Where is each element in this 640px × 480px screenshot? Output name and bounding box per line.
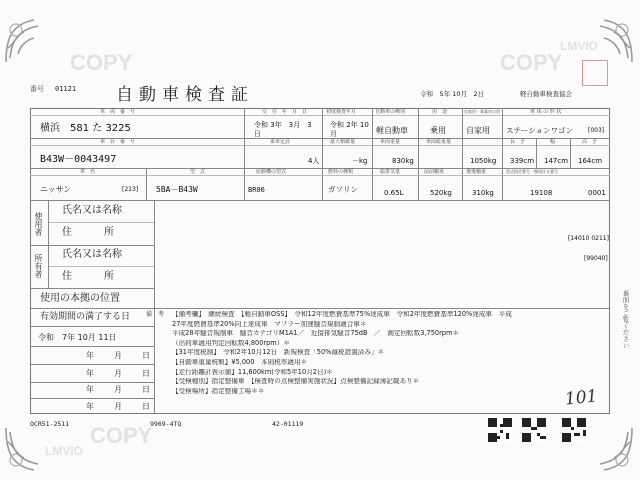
gross-weight-value: 1050kg	[470, 157, 497, 165]
rule	[30, 288, 154, 289]
remarks-line: 【31年度税制】 令和2年10月12日 新規検査「50%減税措置済み」＊	[172, 349, 385, 356]
chassis-number-label: 車 台 番 号	[100, 139, 136, 145]
qr-code-icon	[562, 418, 586, 442]
rule	[146, 168, 147, 200]
rule	[30, 175, 610, 176]
front-axle-value: 520kg	[430, 189, 452, 197]
rule	[244, 108, 245, 138]
first-registration-value: 令和 2年 10月	[330, 121, 369, 138]
displacement-value: 0.65L	[384, 189, 404, 197]
base-location-label: 使用の本拠の位置	[40, 293, 120, 304]
ornament-corner-icon	[4, 18, 50, 64]
remarks-line: 【受検種別】指定整備車 【検査時の点検整備実施状況】点検整備記録簿記載あり＊	[172, 378, 420, 385]
grant-date-value: 令和 3年 3月 3日	[254, 121, 312, 138]
rule	[502, 108, 503, 138]
footer-code-3: 42-01119	[272, 420, 304, 428]
length-value: 339cm	[510, 157, 535, 165]
usage-label: 用 途	[432, 109, 448, 115]
rule	[30, 382, 154, 383]
rule	[418, 108, 419, 138]
registration-number-value: 横浜 581 た 3225	[40, 123, 131, 134]
copy-watermark: COPY	[90, 423, 153, 448]
rule	[48, 266, 154, 267]
number-label: 番号	[30, 85, 44, 93]
model-value: 5BA－B43W	[156, 185, 198, 194]
fuel-label: 燃料の種類	[328, 169, 354, 175]
rule	[418, 138, 419, 168]
private-business-value: 自家用	[466, 126, 490, 135]
rule	[462, 108, 463, 138]
remarks-line: 【受検場所】指定整備工場＊＊	[172, 387, 265, 395]
remarks-line: 【自動車重量税額】¥5,000 本則税率適用＊	[172, 359, 308, 366]
chassis-number-value: B43W－0043497	[40, 154, 117, 165]
grant-date-label: 交 付 年 月 日	[262, 109, 308, 115]
vehicle-kind-value: 軽自動車	[376, 126, 408, 135]
rule	[462, 168, 463, 200]
issue-date: 令和 5年 10月 2日	[420, 90, 485, 98]
remarks-line: 【備考欄】 継続検査 【軽自動車OSS】 令和12年度燃費基準75%達成車 令和2年度燃費基準120%達成車 平成	[172, 311, 512, 318]
displacement-label: 総排気量	[380, 169, 401, 175]
footer-code-2: 9969-4TQ	[150, 420, 182, 428]
width-value: 147cm	[544, 157, 569, 165]
lmvio-watermark: LMVIO	[560, 39, 598, 53]
rule	[30, 308, 154, 309]
rule	[48, 200, 49, 288]
usage-value: 乗用	[430, 126, 446, 135]
classification-value: 19108	[530, 189, 553, 197]
maker-code: [213]	[122, 186, 139, 193]
rule	[322, 168, 323, 200]
stamp-mark	[582, 60, 608, 86]
remarks-line: 平成28年騒音規制車 騒音カテゴリM1A1／ 近接排気騒音75dB ／ 測定回転数3,750rpm＊	[172, 330, 460, 337]
copy-watermark: COPY	[70, 50, 133, 75]
lmvio-watermark: LMVIO	[45, 444, 83, 458]
blank-date-4: 年 月 日	[86, 402, 156, 411]
rule	[462, 138, 463, 168]
classification-value-2: 0001	[588, 189, 606, 197]
rule	[536, 138, 537, 168]
remarks-label: 備 考	[146, 311, 165, 318]
first-registration-label: 初度検査年月	[326, 109, 357, 115]
weight-label: 車両重量	[380, 139, 401, 145]
user-address-label: 住 所	[62, 227, 118, 238]
model-label: 型 式	[190, 169, 206, 175]
capacity-label: 乗車定員	[270, 139, 291, 145]
rule	[154, 308, 610, 309]
page-title: 自動車検査証	[116, 85, 254, 105]
blank-date-3: 年 月 日	[86, 385, 156, 394]
rule	[570, 138, 571, 168]
rule	[30, 364, 154, 365]
qr-code-icon	[522, 418, 546, 442]
rear-axle-label: 後後軸重	[466, 169, 487, 175]
owner-code: [99040]	[584, 255, 608, 262]
rule	[30, 145, 610, 146]
maker-name-value: ニッサン	[40, 185, 72, 194]
issuer-name: 軽自動車検査協会	[520, 90, 572, 98]
rule	[48, 222, 154, 223]
remarks-line: 【走行距離計表示値】11,600km(令和5年10月2日)＊	[172, 368, 333, 376]
rule	[30, 115, 610, 116]
side-note: 裏面をご覧ください	[621, 290, 630, 349]
owner-label: 所有者	[34, 254, 43, 278]
body-shape-label: 車 体 の 形 状	[530, 109, 562, 115]
height-label: 高 さ	[582, 139, 598, 145]
rule	[244, 168, 245, 200]
body-shape-value: ステーションワゴン	[506, 126, 574, 135]
rule	[322, 138, 323, 168]
copy-watermark: COPY	[500, 50, 563, 75]
rule	[154, 200, 155, 414]
rear-axle-value: 310kg	[472, 189, 494, 197]
blank-date-2: 年 月 日	[86, 369, 156, 378]
weight-value: 830kg	[392, 157, 414, 165]
ornament-corner-icon	[4, 426, 50, 472]
gross-weight-label: 車両総重量	[426, 139, 452, 145]
rule	[244, 138, 245, 168]
name-label: 車 名	[80, 169, 96, 175]
handwritten-number: 101	[563, 386, 599, 410]
remarks-line: 27年度燃費基準20%向上達成車 マフラー加速騒音規制適合車＊	[172, 320, 367, 328]
owner-name-label: 氏名又は名称	[62, 249, 122, 260]
rule	[30, 326, 154, 327]
registration-number-label: 車 両 番 号	[100, 109, 136, 115]
rule	[30, 346, 154, 347]
document-number: 01121	[55, 85, 77, 93]
engine-model-label: 原動機の型式	[256, 169, 287, 175]
rule	[372, 168, 373, 200]
rule	[30, 398, 154, 399]
classification-label: 型式指定番号・類別区分番号	[506, 169, 558, 174]
qr-code-icon	[488, 418, 512, 442]
blank-date-1: 年 月 日	[86, 351, 156, 360]
rule	[322, 108, 323, 138]
rule	[502, 138, 503, 168]
remarks-line: （出荷車適用判定回転数4,800rpm）＊	[172, 339, 290, 347]
expiry-label: 有効期間の満了する日	[40, 312, 131, 322]
expiry-date: 令和 7年 10月 11日	[38, 333, 117, 342]
length-label: 長 さ	[510, 139, 526, 145]
rule	[502, 168, 503, 200]
max-load-value: －kg	[352, 157, 368, 165]
rule	[372, 138, 373, 168]
rule	[372, 108, 373, 138]
engine-model-value: BR06	[248, 186, 265, 194]
height-value: 164cm	[578, 157, 603, 165]
vehicle-kind-label: 自動車の種別	[375, 109, 406, 115]
private-business-label: 自家用・事業用の別	[464, 109, 500, 114]
form-code: OCR51-2511	[30, 420, 70, 428]
owner-address-label: 住 所	[62, 271, 118, 282]
user-label: 使用者	[34, 212, 43, 236]
rule	[30, 200, 610, 201]
ornament-corner-icon	[588, 426, 634, 472]
rule	[418, 168, 419, 200]
body-code: [003]	[588, 127, 605, 134]
max-load-label: 最大積載量	[330, 139, 356, 145]
front-axle-label: 前前軸重	[424, 169, 445, 175]
width-label: 幅	[550, 139, 556, 145]
capacity-value: 4人	[308, 157, 320, 165]
user-name-label: 氏名又は名称	[62, 205, 122, 216]
user-code: [14010 0211]	[568, 235, 609, 242]
fuel-value: ガソリン	[328, 185, 358, 194]
